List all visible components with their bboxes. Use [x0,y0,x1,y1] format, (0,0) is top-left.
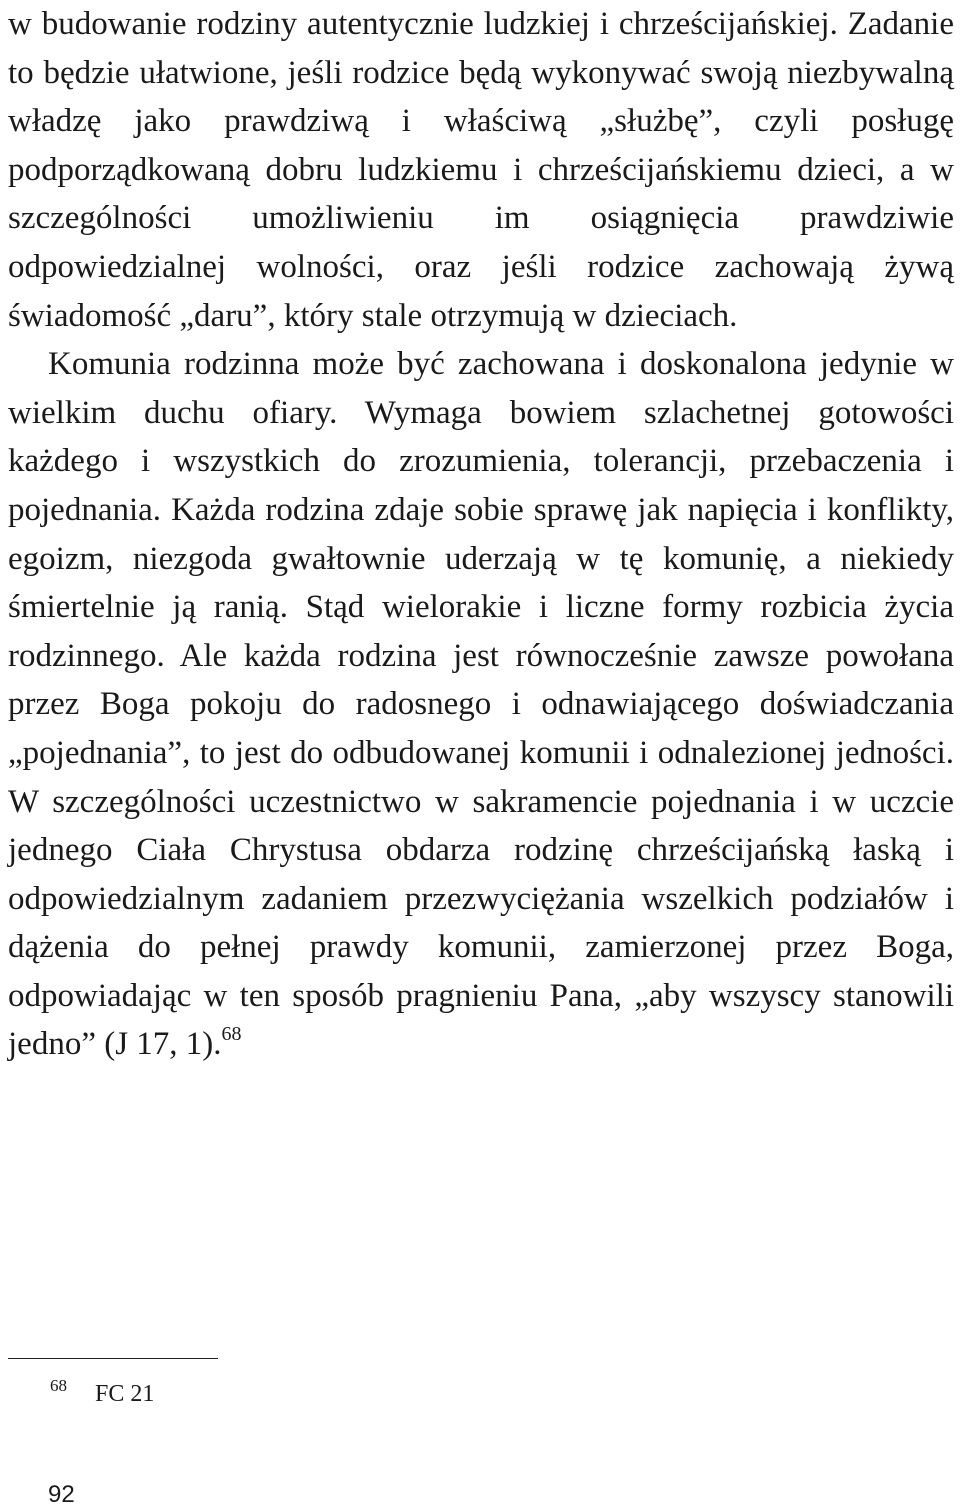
paragraph-continued [8,0,954,340]
paragraph-1-text: w budowanie rodziny autentycznie ludzkiej i chrześcijańskiej. Zadanie to będzie ułatwione, jeśli rodzice będą wykonywać swoją niezbywalną władzę jako prawdziwą i właściwą „służbę”, czyli posługę podporządkowaną dobru ludzkiemu i chrześcijańskiemu dzieci, a w szczególności umożliwieniu im osiągnięcia prawdziwie odpowiedzialnej wolności, oraz jeśli rodzice zachowają żywą świadomość „daru”, który stale otrzymują w dzieciach. [8,6,954,334]
footnote-divider [8,1358,218,1359]
main-text [8,0,954,1069]
paragraph-communion [8,340,954,1069]
footnote-reference[interactable]: 68 [221,1023,242,1046]
footnote [50,1368,154,1412]
footnote-text: FC 21 [95,1381,155,1407]
page-number: 92 [48,1481,75,1508]
paragraph-2-text: Komunia rodzinna może być zachowana i doskonalona jedynie w wielkim duchu ofiary. Wymaga bowiem szlachetnej gotowości każdego i wszystkich do zrozumienia, tolerancji, przebaczenia i pojednania. Każda rodzina zdaje sobie sprawę jak napięcia i konflikty, egoizm, niezgoda gwałtownie uderzają w tę komunię, a niekiedy śmiertelnie ją ranią. Stąd wielorakie i liczne formy rozbicia życia rodzinnego. Ale każda rodzina jest równocześnie zawsze powołana przez Boga pokoju do radosnego i odnawiającego doświadczania „pojednania”, to jest do odbudowanej komunii i odnalezionej jedności. W szczególności uczestnictwo w sakramencie pojednania i w uczcie jednego Ciała Chrystusa obdarza rodzinę chrześcijańską łaską i odpowiedzialnym zadaniem przezwyciężania wszelkich podziałów i dążenia do pełnej prawdy komunii, zamierzonej przez Boga, odpowiadając w ten sposób pragnieniu Pana, „aby wszyscy stanowili jedno” (J 17, 1). [8,346,954,1063]
footnote-number: 68 [50,1376,67,1395]
